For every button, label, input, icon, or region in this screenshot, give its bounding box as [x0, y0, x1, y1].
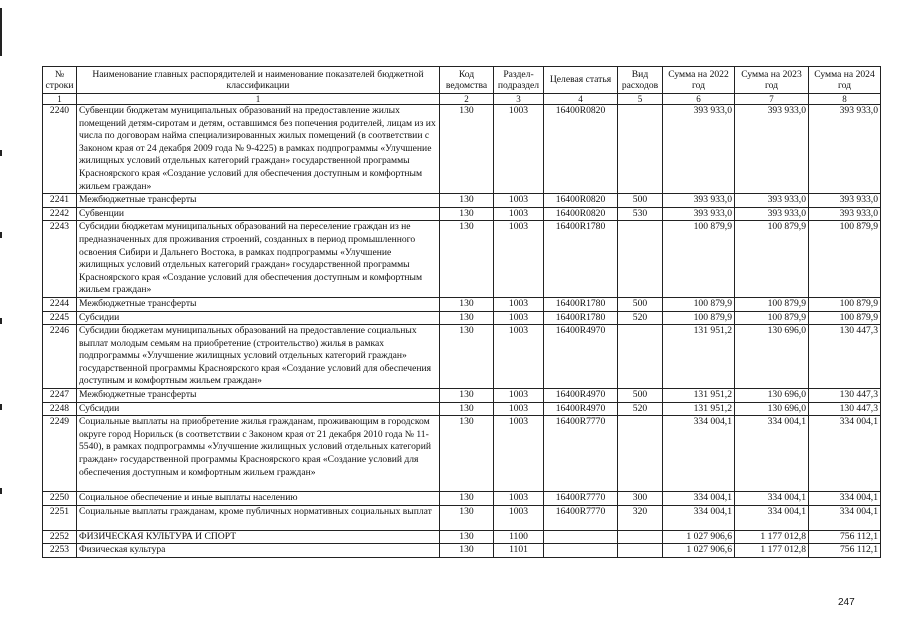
expense-type: 520	[618, 402, 663, 416]
department-code: 130	[440, 207, 494, 221]
left-binding-mark	[0, 488, 2, 494]
department-code: 130	[440, 105, 494, 194]
row-number: 2251	[43, 505, 77, 530]
header-sum-2023: Сумма на 2023 год	[735, 67, 809, 94]
department-code: 130	[440, 492, 494, 506]
row-number: 2243	[43, 221, 77, 298]
sum-2023: 393 933,0	[735, 207, 809, 221]
left-binding-mark	[0, 318, 2, 324]
table-row	[43, 416, 881, 492]
sum-2022: 393 933,0	[663, 194, 735, 208]
sum-2023: 334 004,1	[735, 505, 809, 530]
sum-2024: 100 879,9	[809, 311, 881, 325]
row-number: 2242	[43, 207, 77, 221]
section-code: 1003	[494, 105, 544, 194]
sum-2023: 334 004,1	[735, 416, 809, 492]
row-name: Субсидии бюджетам муниципальных образований на переселение граждан из не предназначенных для проживания строений, созданных в период промышленного освоения Сибири и Дальнего Востока, в рамках подпрограммы «Улучшение жилищных условий отдельных категорий граждан» государственной программы Красноярского края «Создание условий для обеспечения доступным и комфортным жильем граждан»	[77, 221, 440, 298]
target-item: 16400R4970	[544, 389, 618, 403]
sum-2022: 393 933,0	[663, 207, 735, 221]
table-row	[43, 544, 881, 558]
sum-2024: 100 879,9	[809, 221, 881, 298]
row-number: 2245	[43, 311, 77, 325]
row-name: ФИЗИЧЕСКАЯ КУЛЬТУРА И СПОРТ	[77, 530, 440, 544]
department-code: 130	[440, 530, 494, 544]
column-number: 8	[809, 94, 881, 105]
sum-2024: 334 004,1	[809, 505, 881, 530]
sum-2022: 100 879,9	[663, 221, 735, 298]
expense-type	[618, 544, 663, 558]
expense-type: 500	[618, 389, 663, 403]
header-expense-type: Вид расходов	[618, 67, 663, 94]
left-binding-mark	[0, 404, 2, 410]
section-code: 1003	[494, 297, 544, 311]
header-row-number: № строки	[43, 67, 77, 94]
row-number: 2253	[43, 544, 77, 558]
table-row	[43, 505, 881, 530]
department-code: 130	[440, 389, 494, 403]
row-number: 2246	[43, 325, 77, 389]
sum-2023: 393 933,0	[735, 105, 809, 194]
sum-2024: 130 447,3	[809, 402, 881, 416]
column-number: 1	[77, 94, 440, 105]
row-name: Субсидии	[77, 402, 440, 416]
sum-2023: 130 696,0	[735, 389, 809, 403]
section-code: 1101	[494, 544, 544, 558]
table-row	[43, 311, 881, 325]
section-code: 1003	[494, 221, 544, 298]
expense-type: 530	[618, 207, 663, 221]
column-number: 4	[544, 94, 618, 105]
target-item: 16400R1780	[544, 221, 618, 298]
table-row	[43, 207, 881, 221]
section-code: 1003	[494, 207, 544, 221]
target-item	[544, 544, 618, 558]
row-number: 2240	[43, 105, 77, 194]
sum-2023: 100 879,9	[735, 311, 809, 325]
sum-2022: 393 933,0	[663, 105, 735, 194]
expense-type	[618, 221, 663, 298]
target-item: 16400R0820	[544, 105, 618, 194]
column-number: 6	[663, 94, 735, 105]
section-code: 1003	[494, 416, 544, 492]
department-code: 130	[440, 416, 494, 492]
department-code: 130	[440, 297, 494, 311]
table-row	[43, 105, 881, 194]
sum-2023: 130 696,0	[735, 325, 809, 389]
sum-2022: 334 004,1	[663, 505, 735, 530]
column-number: 2	[440, 94, 494, 105]
sum-2024: 756 112,1	[809, 544, 881, 558]
sum-2023: 1 177 012,8	[735, 544, 809, 558]
sum-2023: 393 933,0	[735, 194, 809, 208]
sum-2022: 334 004,1	[663, 492, 735, 506]
target-item: 16400R1780	[544, 311, 618, 325]
sum-2023: 130 696,0	[735, 402, 809, 416]
expense-type: 500	[618, 194, 663, 208]
expense-type	[618, 416, 663, 492]
sum-2024: 130 447,3	[809, 389, 881, 403]
sum-2022: 100 879,9	[663, 297, 735, 311]
row-name: Физическая культура	[77, 544, 440, 558]
table-row	[43, 402, 881, 416]
row-name: Субвенции	[77, 207, 440, 221]
sum-2022: 131 951,2	[663, 325, 735, 389]
column-number-row	[43, 94, 881, 105]
sum-2023: 100 879,9	[735, 297, 809, 311]
sum-2024: 100 879,9	[809, 297, 881, 311]
department-code: 130	[440, 325, 494, 389]
sum-2022: 131 951,2	[663, 402, 735, 416]
left-binding-mark	[0, 8, 2, 56]
row-name: Социальное обеспечение и иные выплаты населению	[77, 492, 440, 506]
section-code: 1003	[494, 389, 544, 403]
table-row	[43, 389, 881, 403]
department-code: 130	[440, 194, 494, 208]
expense-type: 300	[618, 492, 663, 506]
section-code: 1003	[494, 311, 544, 325]
section-code: 1003	[494, 325, 544, 389]
section-code: 1003	[494, 492, 544, 506]
table-row	[43, 297, 881, 311]
row-name: Субвенции бюджетам муниципальных образований на предоставление жилых помещений детям-сиротам и детям, оставшимся без попечения родителей, лицам из их числа по договорам найма специализированных жилых помещений (в соответствии с Законом края от 24 декабря 2009 года № 9-4225) в рамках подпрограммы «Улучшение жилищных условий отдельных категорий граждан» государственной программы Красноярского края «Создание условий для обеспечения доступным и комфортным жильем граждан»	[77, 105, 440, 194]
sum-2024: 334 004,1	[809, 492, 881, 506]
column-number: 7	[735, 94, 809, 105]
table-row	[43, 194, 881, 208]
sum-2022: 334 004,1	[663, 416, 735, 492]
row-name: Межбюджетные трансферты	[77, 297, 440, 311]
sum-2023: 334 004,1	[735, 492, 809, 506]
header-department-code: Код ведомства	[440, 67, 494, 94]
sum-2023: 100 879,9	[735, 221, 809, 298]
left-binding-mark	[0, 150, 2, 156]
department-code: 130	[440, 221, 494, 298]
column-number: 5	[618, 94, 663, 105]
sum-2024: 393 933,0	[809, 105, 881, 194]
target-item: 16400R4970	[544, 325, 618, 389]
table-row	[43, 221, 881, 298]
department-code: 130	[440, 505, 494, 530]
row-number: 2249	[43, 416, 77, 492]
row-number: 2241	[43, 194, 77, 208]
sum-2024: 130 447,3	[809, 325, 881, 389]
row-number: 2252	[43, 530, 77, 544]
page-number: 247	[838, 597, 855, 608]
target-item: 16400R0820	[544, 194, 618, 208]
row-name: Межбюджетные трансферты	[77, 389, 440, 403]
budget-table	[42, 66, 881, 558]
section-code: 1003	[494, 194, 544, 208]
sum-2024: 393 933,0	[809, 207, 881, 221]
column-number: 1	[43, 94, 77, 105]
section-code: 1100	[494, 530, 544, 544]
expense-type	[618, 325, 663, 389]
sum-2022: 1 027 906,6	[663, 530, 735, 544]
row-number: 2250	[43, 492, 77, 506]
header-name: Наименование главных распорядителей и наименование показателей бюджетной классификации	[77, 67, 440, 94]
expense-type: 320	[618, 505, 663, 530]
sum-2024: 334 004,1	[809, 416, 881, 492]
row-name: Субсидии	[77, 311, 440, 325]
sum-2022: 131 951,2	[663, 389, 735, 403]
table-row	[43, 530, 881, 544]
column-number: 3	[494, 94, 544, 105]
sum-2024: 393 933,0	[809, 194, 881, 208]
header-section: Раздел-подраздел	[494, 67, 544, 94]
table-row	[43, 492, 881, 506]
target-item: 16400R4970	[544, 402, 618, 416]
expense-type: 500	[618, 297, 663, 311]
row-name: Социальные выплаты на приобретение жилья гражданам, проживающим в городском округе город Норильск (в соответствии с Законом края от 21 декабря 2010 года № 11-5540), в рамках подпрограммы «Улучшение жилищных условий отдельных категорий граждан» государственной программы Красноярского края «Создание условий для обеспечения доступным и комфортным жильем граждан»	[77, 416, 440, 492]
target-item: 16400R1780	[544, 297, 618, 311]
target-item	[544, 530, 618, 544]
expense-type	[618, 530, 663, 544]
left-binding-mark	[0, 232, 2, 238]
target-item: 16400R7770	[544, 416, 618, 492]
sum-2022: 1 027 906,6	[663, 544, 735, 558]
section-code: 1003	[494, 402, 544, 416]
table-header-row	[43, 67, 881, 94]
header-target-item: Целевая статья	[544, 67, 618, 94]
sum-2022: 100 879,9	[663, 311, 735, 325]
expense-type	[618, 105, 663, 194]
row-number: 2244	[43, 297, 77, 311]
header-sum-2022: Сумма на 2022 год	[663, 67, 735, 94]
sum-2023: 1 177 012,8	[735, 530, 809, 544]
header-sum-2024: Сумма на 2024 год	[809, 67, 881, 94]
expense-type: 520	[618, 311, 663, 325]
row-name: Субсидии бюджетам муниципальных образований на предоставление социальных выплат молодым семьям на приобретение (строительство) жилья в рамках подпрограммы «Улучшение жилищных условий отдельных категорий граждан» государственной программы Красноярского края «Создание условий для обеспечения доступным и комфортным жильем граждан»	[77, 325, 440, 389]
target-item: 16400R7770	[544, 505, 618, 530]
sum-2024: 756 112,1	[809, 530, 881, 544]
row-name: Социальные выплаты гражданам, кроме публичных нормативных социальных выплат	[77, 505, 440, 530]
department-code: 130	[440, 311, 494, 325]
department-code: 130	[440, 544, 494, 558]
department-code: 130	[440, 402, 494, 416]
target-item: 16400R0820	[544, 207, 618, 221]
table-row	[43, 325, 881, 389]
row-name: Межбюджетные трансферты	[77, 194, 440, 208]
row-number: 2247	[43, 389, 77, 403]
section-code: 1003	[494, 505, 544, 530]
target-item: 16400R7770	[544, 492, 618, 506]
row-number: 2248	[43, 402, 77, 416]
